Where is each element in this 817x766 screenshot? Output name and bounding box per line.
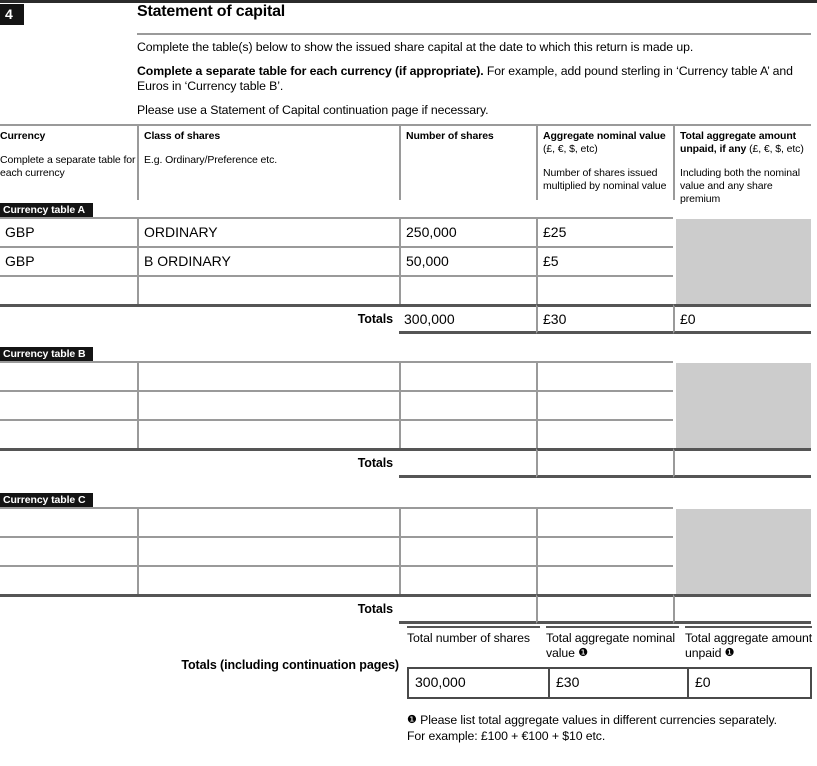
table-b-totals-label: Totals: [357, 456, 393, 470]
grand-totals-box: [407, 667, 812, 699]
table-c-row3-nominal-cell[interactable]: [536, 565, 673, 594]
table-a-row2-class-cell[interactable]: [137, 246, 399, 275]
column-header-nominal-note: Number of shares issued multiplied by nominal value: [543, 167, 667, 192]
table-c-totals-number-cell[interactable]: [399, 594, 536, 624]
table-a-row1-class-cell[interactable]: [137, 217, 399, 246]
table-b-row1-currency-cell[interactable]: [0, 361, 137, 390]
table-a-unpaid-blocked-area: [676, 217, 811, 304]
column-header-class-of-shares: [137, 124, 399, 200]
currency-table-b-label: Currency table B: [0, 347, 93, 362]
table-a-row2-currency-value: GBP: [5, 253, 35, 269]
table-a-row1-nominal-value: £25: [543, 224, 567, 240]
grand-total-header-nominal-text: Total aggregate nominal value: [546, 631, 675, 660]
table-c-totals-label: Totals: [357, 602, 393, 616]
table-c-row2-class-cell[interactable]: [137, 536, 399, 565]
table-b-totals-unpaid-cell[interactable]: [673, 448, 811, 478]
table-a-row1-number-cell[interactable]: [399, 217, 536, 246]
column-header-total-aggregate-amount-unpaid: [673, 124, 811, 205]
grand-total-header-number-of-shares: [407, 626, 540, 646]
table-b-row3-class-cell[interactable]: [137, 419, 399, 448]
column-header-class-note: E.g. Ordinary/Preference etc.: [144, 154, 278, 166]
table-c-row1-currency-cell[interactable]: [0, 507, 137, 536]
instruction-line-1: Complete the table(s) below to show the issued share capital at the date to which this return is made up.: [137, 40, 694, 54]
table-c-row3-number-cell[interactable]: [399, 565, 536, 594]
table-a-row3-currency-cell[interactable]: [0, 275, 137, 304]
footnote-line-2: For example: £100 + €100 + $10 etc.: [407, 729, 606, 743]
footnote-marker-icon-unpaid: ❶: [724, 647, 735, 659]
table-a-totals-nominal-cell[interactable]: [536, 304, 673, 334]
column-header-aggregate-nominal-value: [536, 124, 673, 200]
page-title: Statement of capital: [137, 3, 286, 20]
table-a-totals-unpaid-value: £0: [680, 311, 696, 327]
table-c-row1-class-cell[interactable]: [137, 507, 399, 536]
table-b-totals-nominal-cell[interactable]: [536, 448, 673, 478]
table-c-row2-number-cell[interactable]: [399, 536, 536, 565]
instruction-line-2: Complete a separate table for each currency (if appropriate). For example, add pound sterling in ‘Currency table A’ and Euros in ‘Currency table B’.: [137, 64, 793, 93]
grand-total-header-unpaid-text: Total aggregate amount unpaid: [685, 631, 813, 660]
grand-total-nominal-value: £30: [556, 674, 580, 690]
table-a-totals-nominal-value: £30: [543, 311, 567, 327]
table-b-row3-nominal-cell[interactable]: [536, 419, 673, 448]
table-c-row2-currency-cell[interactable]: [0, 536, 137, 565]
grand-totals-label: Totals (including continuation pages): [181, 658, 399, 672]
table-b-row2-nominal-cell[interactable]: [536, 390, 673, 419]
table-a-row2-currency-cell[interactable]: [0, 246, 137, 275]
table-c-totals-unpaid-cell[interactable]: [673, 594, 811, 624]
table-b-totals-number-cell[interactable]: [399, 448, 536, 478]
table-b-row1-number-cell[interactable]: [399, 361, 536, 390]
table-b-row3-number-cell[interactable]: [399, 419, 536, 448]
table-a-row2-number-value: 50,000: [406, 253, 449, 269]
column-header-unpaid-note: Including both the nominal value and any share premium: [680, 167, 800, 205]
column-header-currency: [0, 124, 137, 200]
grand-total-header-nominal-value: [546, 626, 679, 661]
table-b-row3-currency-cell[interactable]: [0, 419, 137, 448]
table-a-totals-number-cell[interactable]: [399, 304, 536, 334]
table-b-row1-nominal-cell[interactable]: [536, 361, 673, 390]
table-a-row3-nominal-cell[interactable]: [536, 275, 673, 304]
table-a-row2-nominal-cell[interactable]: [536, 246, 673, 275]
table-a-row3-number-cell[interactable]: [399, 275, 536, 304]
section-number-badge: 4: [0, 4, 24, 25]
currency-table-c-label: Currency table C: [0, 493, 93, 508]
column-header-nominal-title: Aggregate nominal value (£, €, $, etc): [543, 130, 666, 155]
table-a-totals-number-value: 300,000: [404, 311, 455, 327]
table-a-row2-number-cell[interactable]: [399, 246, 536, 275]
table-b-row1-class-cell[interactable]: [137, 361, 399, 390]
table-a-row1-class-value: ORDINARY: [144, 224, 218, 240]
table-a-row1-currency-cell[interactable]: [0, 217, 137, 246]
table-c-row2-nominal-cell[interactable]: [536, 536, 673, 565]
table-b-row2-currency-cell[interactable]: [0, 390, 137, 419]
grand-total-unpaid-value: £0: [695, 674, 711, 690]
table-a-row2-class-value: B ORDINARY: [144, 253, 231, 269]
grand-total-unpaid-cell[interactable]: [687, 669, 810, 697]
grand-total-number-value: 300,000: [415, 674, 466, 690]
footnote-block: [407, 712, 812, 744]
page-top-rule: [0, 0, 817, 3]
grand-total-header-amount-unpaid: [685, 626, 812, 661]
table-a-row1-nominal-cell[interactable]: [536, 217, 673, 246]
instructions-block: [137, 33, 811, 118]
footnote-marker-icon-nominal: ❶: [578, 647, 588, 659]
table-c-row3-class-cell[interactable]: [137, 565, 399, 594]
table-a-row1-currency-value: GBP: [5, 224, 35, 240]
table-a-row3-class-cell[interactable]: [137, 275, 399, 304]
column-header-class-title: Class of shares: [144, 130, 221, 142]
table-c-row1-nominal-cell[interactable]: [536, 507, 673, 536]
currency-table-a-label: Currency table A: [0, 203, 93, 218]
table-a-totals-label: Totals: [357, 312, 393, 326]
table-a-totals-unpaid-cell[interactable]: [673, 304, 811, 334]
table-c-row1-number-cell[interactable]: [399, 507, 536, 536]
grand-total-nominal-cell[interactable]: [548, 669, 687, 697]
column-header-currency-note: Complete a separate table for each currency: [0, 154, 136, 179]
table-b-unpaid-blocked-area: [676, 361, 811, 448]
footnote-line-1: Please list total aggregate values in different currencies separately.: [420, 713, 777, 727]
column-header-number-title: Number of shares: [406, 130, 494, 142]
table-c-row3-currency-cell[interactable]: [0, 565, 137, 594]
footnote-marker-icon: ❶: [407, 714, 417, 726]
grand-total-header-number-text: Total number of shares: [407, 631, 530, 645]
table-a-row2-nominal-value: £5: [543, 253, 559, 269]
grand-total-number-cell[interactable]: [409, 669, 548, 697]
table-c-unpaid-blocked-area: [676, 507, 811, 594]
column-header-unpaid-title: Total aggregate amount unpaid, if any (£, €, $, etc): [680, 130, 804, 155]
table-a-row1-number-value: 250,000: [406, 224, 457, 240]
table-c-totals-nominal-cell[interactable]: [536, 594, 673, 624]
table-b-row2-number-cell[interactable]: [399, 390, 536, 419]
instruction-line-3: Please use a Statement of Capital continuation page if necessary.: [137, 103, 489, 117]
table-b-row2-class-cell[interactable]: [137, 390, 399, 419]
column-header-currency-title: Currency: [0, 130, 46, 142]
column-header-number-of-shares: [399, 124, 536, 200]
